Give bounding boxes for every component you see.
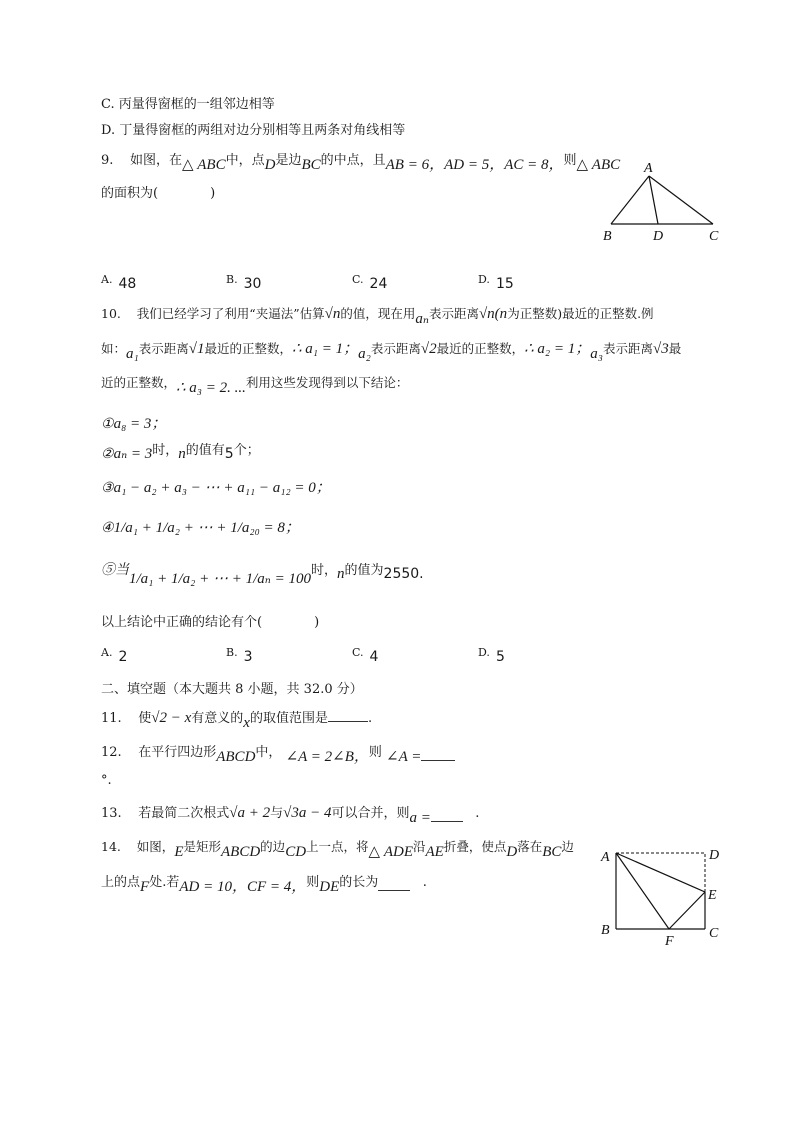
math: n	[178, 446, 186, 462]
q9-line1	[101, 151, 621, 173]
circled-number: ③	[101, 480, 114, 496]
q12-unit: °.	[101, 773, 112, 788]
math: x	[243, 715, 250, 731]
text: 上一点，将	[306, 839, 369, 854]
option-value: 30	[243, 276, 262, 292]
label-e: E	[708, 888, 717, 903]
text: 的边	[260, 839, 286, 854]
math: a₁ − a₂ + a₃ − ⋯ + a₁₁ − a₁₂ = 0；	[113, 480, 331, 496]
q8-option-c: C. 丙量得窗框的一组邻边相等	[101, 97, 275, 112]
q12-number: 12.	[101, 745, 122, 760]
text: 中，	[255, 745, 282, 760]
q9-math: BC	[301, 157, 321, 173]
q9-math: AB = 6，AD = 5，AC = 8，	[385, 157, 564, 173]
option-value: 48	[118, 276, 137, 292]
label-f: F	[665, 934, 674, 948]
math: ∠A =	[386, 749, 422, 765]
math: √3a − 4	[283, 805, 332, 821]
circled-number: ①	[101, 416, 114, 432]
text: 近的正整数，	[101, 375, 177, 390]
math: √2 − x	[151, 710, 192, 726]
label-c: C	[709, 229, 719, 244]
q9-option-d[interactable]	[478, 273, 514, 292]
q14-line1	[101, 838, 574, 860]
math: aₙ = 3	[113, 446, 153, 462]
math: √3	[653, 341, 669, 357]
text: 最	[668, 341, 682, 356]
math: √2	[420, 341, 437, 357]
text: 时，	[152, 443, 179, 458]
q9-option-c[interactable]	[352, 273, 388, 292]
text: 则	[306, 875, 320, 890]
q9-number: 9.	[101, 153, 114, 168]
math: a₁	[126, 346, 139, 362]
math: √a + 2	[229, 805, 271, 821]
q10-line2	[101, 340, 682, 362]
option-label: A.	[101, 646, 113, 659]
text: 可以合并，则	[331, 806, 410, 821]
q9-text: 是边	[275, 153, 302, 168]
q9-math: D	[264, 157, 276, 173]
label-d: D	[709, 848, 720, 863]
math: a₃	[590, 346, 603, 362]
text: 的长为	[339, 875, 379, 890]
math: DE	[319, 879, 340, 895]
text: 时，	[311, 563, 338, 578]
label-a: A	[601, 850, 610, 865]
text: 表示距离	[602, 341, 653, 356]
q11	[101, 709, 373, 731]
math: ∴ a₂ = 1；	[524, 341, 591, 357]
q10-option-a[interactable]	[101, 646, 128, 665]
option-label: C.	[352, 273, 364, 286]
option-label: C.	[352, 646, 364, 659]
text: 处.若	[149, 875, 180, 890]
text: 表示距离	[428, 306, 479, 321]
option-label: A.	[101, 273, 113, 286]
text: 折叠，使点	[443, 839, 507, 854]
option-value: 5	[495, 649, 505, 665]
math: √n(n	[478, 306, 508, 322]
math: D	[506, 844, 518, 860]
math: BC	[542, 844, 562, 860]
text: 表示距离	[370, 341, 421, 356]
q10-option-d[interactable]	[478, 646, 505, 665]
text: 个；	[233, 443, 260, 458]
q10-number: 10.	[101, 306, 121, 321]
option-label: D.	[478, 646, 490, 659]
q10-option-c[interactable]	[352, 646, 379, 665]
math: AD = 10，CF = 4，	[179, 879, 307, 895]
math: a₂	[358, 346, 371, 362]
circled-number: ②	[101, 446, 114, 462]
label-c: C	[709, 926, 719, 941]
math: 1/a₁ + 1/a₂ + ⋯ + 1/aₙ = 100	[129, 571, 311, 587]
option-value: 24	[369, 276, 388, 292]
text: 与	[270, 806, 284, 821]
option-label: B.	[226, 273, 238, 286]
text: 若最简二次根式	[138, 806, 230, 821]
text: 的取值范围是	[249, 711, 328, 726]
option-value: 4	[369, 649, 379, 665]
option-value: 3	[243, 649, 253, 665]
q10-line3	[101, 374, 409, 396]
text: 边	[561, 839, 574, 854]
label-b: B	[601, 923, 610, 938]
text: 上的点	[101, 875, 141, 890]
value: 2550.	[383, 566, 424, 582]
math: a₈ = 3；	[113, 416, 167, 432]
math: n	[337, 566, 345, 582]
text: .	[475, 806, 480, 821]
text: 有意义的	[191, 711, 244, 726]
text: 表示距离	[138, 341, 189, 356]
math: ABCD	[216, 749, 256, 765]
option-label: D.	[478, 273, 490, 286]
q10-line1	[101, 305, 654, 327]
q10-option-b[interactable]	[226, 646, 253, 665]
math: ∴ a₁ = 1；	[292, 341, 359, 357]
answer-blank[interactable]	[378, 878, 410, 891]
q12	[101, 743, 455, 765]
q14-rectangle-figure	[595, 843, 725, 948]
q9-text: 的中点，且	[320, 153, 386, 168]
math: ∠A = 2∠B，	[285, 749, 369, 765]
text: 使	[138, 711, 152, 726]
q14-line2	[101, 873, 427, 895]
q10-conclusion-3	[101, 479, 331, 498]
text: 则	[368, 745, 382, 760]
q10-conclusion-4	[101, 519, 300, 538]
q14-number: 14.	[101, 839, 121, 854]
text: 的值，现在用	[340, 306, 416, 321]
q10-conclusion-5	[101, 562, 424, 587]
q9-option-b[interactable]	[226, 273, 262, 292]
q13	[101, 804, 480, 826]
text: 为正整数)最近的正整数.例	[507, 306, 654, 321]
math: ∴ a₃ = 2. ...	[176, 380, 246, 396]
q10-conclusion-2	[101, 445, 260, 464]
text: .	[367, 711, 373, 726]
q10-question: 以上结论中正确的结论有个( )	[101, 615, 320, 630]
text: 我们已经学习了利用“夹逼法”估算	[136, 306, 325, 321]
q9-text: 中，点	[225, 153, 265, 168]
label-a: A	[644, 161, 653, 176]
option-label: B.	[226, 646, 238, 659]
math: a =	[409, 810, 431, 826]
answer-blank[interactable]	[431, 809, 463, 822]
q8-option-d: D. 丁量得窗框的两组对边分别相等且两条对角线相等	[101, 123, 406, 138]
text: 如：	[101, 341, 127, 356]
math: ABCD	[221, 844, 261, 860]
circled-number: ④	[101, 520, 114, 536]
q9-math: △ ABC	[181, 157, 226, 173]
text: 最近的正整数，	[204, 341, 292, 356]
math: 1/a₁ + 1/a₂ + ⋯ + 1/a₂₀ = 8；	[113, 520, 300, 536]
value: 5	[224, 446, 234, 462]
q9-text: 则	[563, 153, 577, 168]
math: E	[174, 844, 184, 860]
math: CD	[285, 844, 307, 860]
q9-math: △ ABC	[576, 157, 621, 173]
answer-blank[interactable]	[421, 748, 455, 761]
q9-line2: 的面积为( )	[101, 186, 216, 201]
label-b: B	[603, 229, 612, 244]
text: 沿	[413, 839, 426, 854]
circled-number: ⑤当	[101, 562, 129, 578]
option-value: 2	[118, 649, 128, 665]
answer-blank[interactable]	[328, 709, 368, 722]
text: 是矩形	[183, 839, 221, 854]
math: aₙ	[415, 311, 429, 327]
q9-text: 如图，在	[129, 153, 182, 168]
text: 的值有	[185, 443, 225, 458]
section-2-heading: 二、填空题（本大题共 8 小题，共 32.0 分）	[101, 682, 363, 697]
q9-option-a[interactable]	[101, 273, 137, 292]
label-d: D	[653, 229, 664, 244]
text: 最近的正整数，	[436, 341, 525, 356]
text: 如图，	[136, 839, 175, 854]
q13-number: 13.	[101, 806, 122, 821]
text: .	[422, 875, 427, 890]
q10-conclusion-1	[101, 415, 166, 434]
text: 在平行四边形	[138, 745, 217, 760]
text: 落在	[517, 839, 543, 854]
q11-number: 11.	[101, 711, 122, 726]
text: 的值为	[344, 563, 384, 578]
math: √n	[324, 306, 341, 322]
option-value: 15	[495, 276, 514, 292]
math: △ ADE	[368, 844, 413, 860]
math: AE	[425, 844, 444, 860]
text: 利用这些发现得到以下结论：	[245, 375, 409, 390]
math: F	[140, 879, 150, 895]
q9-triangle-figure	[598, 158, 728, 248]
math: √1	[188, 341, 205, 357]
